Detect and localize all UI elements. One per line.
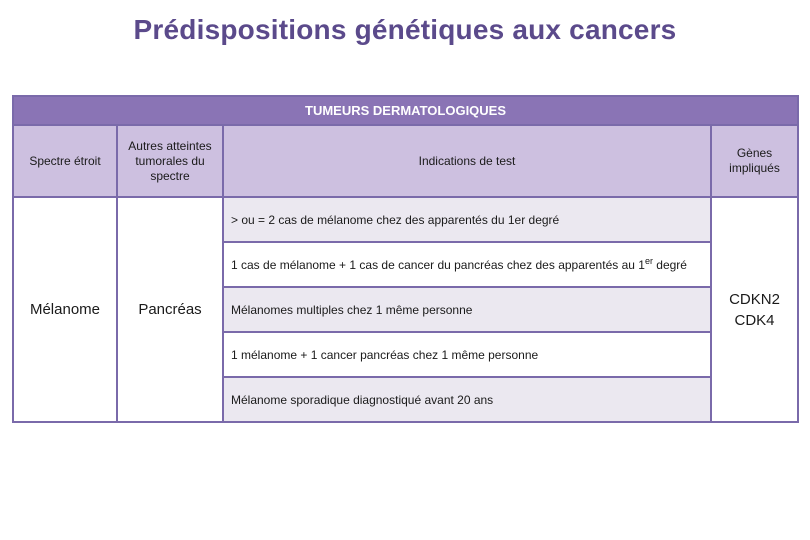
indication-row: Mélanomes multiples chez 1 même personne (223, 287, 711, 332)
indication-row: > ou = 2 cas de mélanome chez des apparentés du 1er degré (223, 197, 711, 242)
header-genes: Gènes impliqués (711, 125, 798, 197)
header-spectre-etroit: Spectre étroit (13, 125, 117, 197)
page-title: Prédispositions génétiques aux cancers (133, 14, 677, 45)
indication-row: 1 mélanome + 1 cancer pancréas chez 1 même personne (223, 332, 711, 377)
gene-name: CDKN2 (729, 290, 780, 308)
indication-row: Mélanome sporadique diagnostiqué avant 20 ans (223, 377, 711, 422)
indication-row (223, 242, 711, 287)
gene-name: CDK4 (734, 311, 775, 329)
header-indications: Indications de test (223, 125, 711, 197)
indication-superscript: er (644, 255, 653, 266)
autres-value: Pancréas (117, 197, 223, 422)
genes-cell (711, 197, 798, 422)
header-autres-atteintes: Autres atteintes tumorales du spectre (117, 125, 223, 197)
genetic-predisposition-table (12, 95, 799, 423)
table-banner: TUMEURS DERMATOLOGIQUES (13, 96, 798, 125)
indication-text: degré (652, 257, 687, 272)
spectre-value: Mélanome (13, 197, 117, 422)
indication-text: 1 cas de mélanome + 1 cas de cancer du pancréas chez des apparentés au 1 (231, 257, 645, 272)
